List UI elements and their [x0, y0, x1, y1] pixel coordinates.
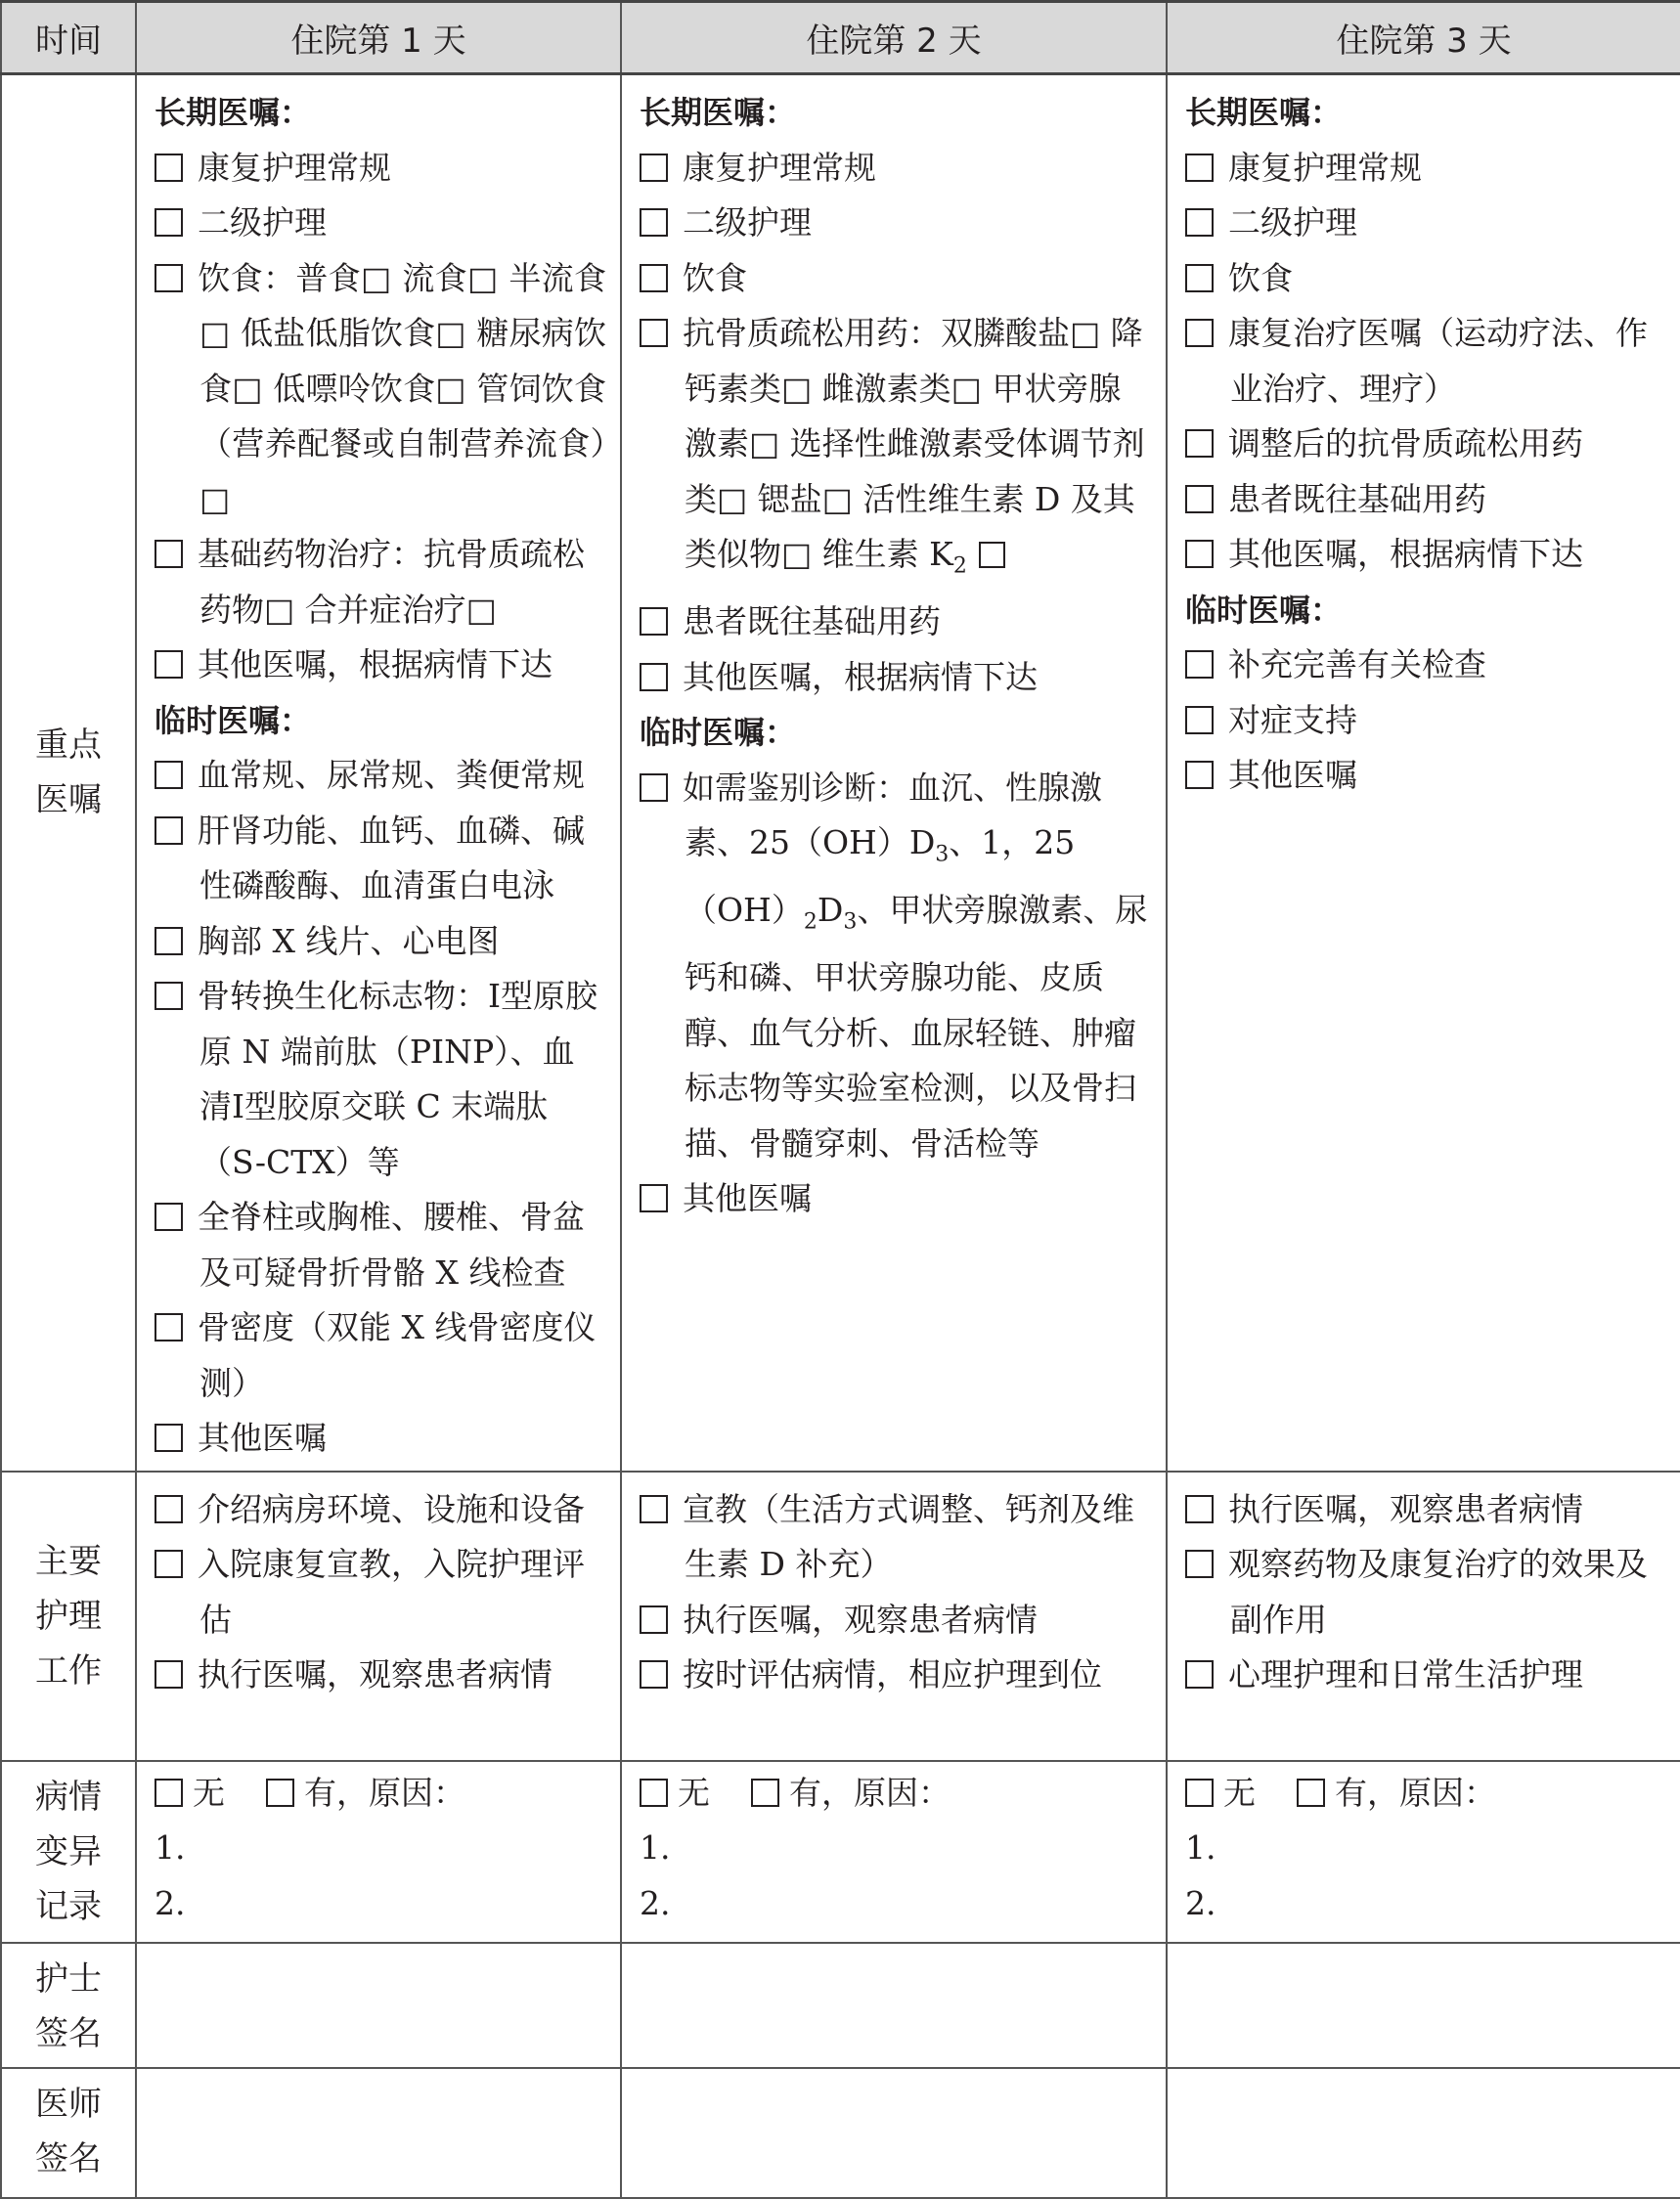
- checkbox-icon[interactable]: [1185, 706, 1214, 734]
- day1-nursing-text: 执行医嘱，观察患者病情: [198, 1655, 553, 1693]
- day3-orders-cell: [1167, 74, 1680, 1472]
- variance-line-2[interactable]: 2.: [640, 1883, 671, 1922]
- variance-line-2[interactable]: 2.: [155, 1883, 186, 1922]
- checkbox-icon[interactable]: [640, 319, 668, 347]
- checkbox-icon[interactable]: [1185, 264, 1214, 292]
- day2-temp-title: 临时医嘱：: [640, 714, 797, 752]
- day3-temp-text: 补充完善有关检查: [1228, 645, 1486, 683]
- day2-nursing-cell: [621, 1472, 1167, 1761]
- subscript: 3: [935, 842, 950, 867]
- checkbox-icon[interactable]: [1185, 1779, 1214, 1807]
- day3-nursing-item[interactable]: [1185, 1537, 1666, 1648]
- checkbox-icon[interactable]: [155, 208, 183, 237]
- day1-temp-item[interactable]: [155, 914, 606, 970]
- day1-nurse-signature[interactable]: [136, 1943, 621, 2068]
- checkbox-icon[interactable]: [1185, 208, 1214, 237]
- day1-temp-item[interactable]: [155, 748, 606, 804]
- variance-yes: 有，原因：: [1335, 1773, 1496, 1812]
- day3-long-item[interactable]: [1185, 472, 1666, 528]
- day1-nursing-text: 入院康复宣教，入院护理评估: [198, 1545, 585, 1639]
- day2-long-item[interactable]: [640, 650, 1152, 706]
- checkbox-icon[interactable]: [640, 607, 668, 636]
- day1-nursing-item[interactable]: [155, 1648, 606, 1703]
- checkbox-icon[interactable]: [155, 650, 183, 679]
- day2-nurse-signature[interactable]: [621, 1943, 1167, 2068]
- day3-long-item[interactable]: [1185, 196, 1666, 251]
- row-label-orders-text: 重点 医嘱: [35, 726, 102, 820]
- day3-temp-item[interactable]: [1185, 638, 1666, 693]
- day3-long-text: 调整后的抗骨质疏松用药: [1228, 424, 1583, 462]
- checkbox-icon[interactable]: [155, 264, 183, 292]
- checkbox-icon[interactable]: [155, 761, 183, 789]
- day2-long-text: 二级护理: [683, 203, 812, 242]
- checkbox-icon[interactable]: [979, 542, 1005, 568]
- row-label-nurse-sign-text: 护士 签名: [35, 1958, 102, 2053]
- variance-options[interactable]: [1185, 1766, 1666, 1822]
- day1-temp-item[interactable]: [155, 1300, 606, 1411]
- checkbox-icon[interactable]: [640, 1495, 668, 1523]
- day1-temp-title: 临时医嘱：: [155, 701, 312, 739]
- day3-nursing-item[interactable]: [1185, 1648, 1666, 1703]
- day2-orders-cell: [621, 74, 1167, 1472]
- checkbox-icon[interactable]: [155, 816, 183, 845]
- day1-doctor-signature[interactable]: [136, 2068, 621, 2198]
- header-day-3: 住院第 3 天: [1167, 2, 1680, 74]
- variance-yes: 有，原因：: [304, 1773, 465, 1812]
- day2-doctor-signature[interactable]: [621, 2068, 1167, 2198]
- day2-temp-item[interactable]: [640, 1171, 1152, 1227]
- row-label-doctor-sign: [1, 2068, 136, 2198]
- checkbox-icon[interactable]: [640, 264, 668, 292]
- day3-long-item[interactable]: [1185, 251, 1666, 307]
- day3-long-text: 二级护理: [1228, 203, 1357, 242]
- day3-temp-text: 其他医嘱: [1228, 756, 1357, 794]
- day3-nursing-text: 执行医嘱，观察患者病情: [1228, 1489, 1583, 1528]
- subscript: 2: [803, 909, 818, 935]
- checkbox-icon[interactable]: [1185, 1660, 1214, 1689]
- day1-variance-cell: [136, 1761, 621, 1943]
- day1-temp-item[interactable]: [155, 804, 606, 914]
- checkbox-icon[interactable]: [1185, 1495, 1214, 1523]
- day1-nursing-text: 介绍病房环境、设施和设备: [198, 1489, 585, 1528]
- checkbox-icon[interactable]: [1185, 429, 1214, 458]
- day1-long-text: 其他医嘱，根据病情下达: [198, 645, 553, 683]
- variance-none: 无: [1223, 1773, 1256, 1812]
- day3-temp-item[interactable]: [1185, 693, 1666, 749]
- day2-long-item[interactable]: [640, 306, 1152, 594]
- checkbox-icon[interactable]: [640, 1605, 668, 1634]
- day3-long-text: 其他医嘱，根据病情下达: [1228, 535, 1583, 573]
- checkbox-icon[interactable]: [640, 1184, 668, 1212]
- day2-long-item[interactable]: [640, 196, 1152, 251]
- day3-long-text: 患者既往基础用药: [1228, 479, 1486, 518]
- row-label-doctor-sign-text: 医师 签名: [35, 2084, 102, 2178]
- day2-temp-text: D: [817, 891, 844, 930]
- variance-none: 无: [193, 1773, 225, 1812]
- day2-long-item[interactable]: [640, 141, 1152, 197]
- day1-long-item[interactable]: [155, 196, 606, 251]
- day1-temp-text: 全脊柱或胸椎、腰椎、骨盆及可疑骨折骨骼 X 线检查: [198, 1198, 585, 1292]
- day3-temp-text: 对症支持: [1228, 700, 1357, 739]
- day2-temp-text: 、1，25（OH）: [685, 823, 1076, 930]
- day1-temp-text: 肝肾功能、血钙、血磷、碱性磷酸酶、血清蛋白电泳: [198, 811, 585, 904]
- day2-nursing-text: 宣教（生活方式调整、钙剂及维生素 D 补充）: [683, 1489, 1134, 1583]
- checkbox-icon[interactable]: [640, 208, 668, 237]
- day1-temp-text: 骨转换生化标志物：Ⅰ型原胶原 N 端前肽（PINP）、血清Ⅰ型胶原交联 C 末端肽（S-CTX）等: [198, 977, 598, 1181]
- day3-long-text: 饮食: [1228, 258, 1293, 297]
- subscript: 3: [843, 909, 858, 935]
- checkbox-icon[interactable]: [155, 1424, 183, 1452]
- day3-doctor-signature[interactable]: [1167, 2068, 1680, 2198]
- day2-temp-text: 其他医嘱: [683, 1179, 812, 1218]
- checkbox-icon[interactable]: [155, 982, 183, 1010]
- day1-nursing-item[interactable]: [155, 1537, 606, 1648]
- checkbox-icon[interactable]: [155, 1550, 183, 1578]
- row-label-variance-text: 病情 变异 记录: [35, 1777, 102, 1926]
- day2-variance-cell: [621, 1761, 1167, 1943]
- header-day-1: 住院第 1 天: [136, 2, 621, 74]
- orders-row: [1, 74, 1680, 1472]
- day1-nursing-item[interactable]: [155, 1482, 606, 1538]
- row-label-nursing-text: 主要 护理 工作: [35, 1541, 102, 1691]
- day1-orders-cell: [136, 74, 621, 1472]
- day2-nursing-item[interactable]: [640, 1482, 1152, 1593]
- day3-long-item[interactable]: [1185, 417, 1666, 472]
- subscript: 2: [952, 553, 967, 579]
- checkbox-icon[interactable]: [155, 1660, 183, 1689]
- day3-long-text: 康复治疗医嘱（运动疗法、作业治疗、理疗）: [1228, 314, 1648, 408]
- row-label-nursing: [1, 1472, 136, 1761]
- checkbox-icon[interactable]: [1185, 319, 1214, 347]
- day3-nurse-signature[interactable]: [1167, 1943, 1680, 2068]
- checkbox-icon[interactable]: [155, 154, 183, 182]
- day2-temp-text: 、甲状旁腺激素、尿钙和磷、甲状旁腺功能、皮质醇、血气分析、血尿轻链、肿瘤标志物等实验室检测，以及骨扫描、骨髓穿刺、骨活检等: [685, 891, 1148, 1163]
- day1-temp-item[interactable]: [155, 1411, 606, 1467]
- day2-long-title: 长期医嘱：: [640, 94, 797, 131]
- day1-nursing-cell: [136, 1472, 621, 1761]
- day3-temp-item[interactable]: [1185, 748, 1666, 804]
- day2-nursing-text: 按时评估病情，相应护理到位: [683, 1655, 1102, 1693]
- checkbox-icon[interactable]: [1185, 650, 1214, 679]
- day2-long-item[interactable]: [640, 251, 1152, 307]
- row-label-nurse-sign: [1, 1943, 136, 2068]
- checkbox-icon[interactable]: [640, 1779, 668, 1807]
- day1-temp-item[interactable]: [155, 1190, 606, 1300]
- checkbox-icon[interactable]: [1297, 1779, 1325, 1807]
- header-time: 时间: [1, 2, 136, 74]
- checkbox-icon[interactable]: [640, 773, 668, 802]
- day2-nursing-text: 执行医嘱，观察患者病情: [683, 1600, 1038, 1639]
- day3-variance-cell: [1167, 1761, 1680, 1943]
- day2-long-text: 患者既往基础用药: [683, 602, 941, 641]
- checkbox-icon[interactable]: [155, 1779, 183, 1807]
- day1-long-item[interactable]: [155, 251, 606, 528]
- header-row: [1, 2, 1680, 74]
- day2-long-text: 抗骨质疏松用药：双膦酸盐□ 降钙素类□ 雌激素类□ 甲状旁腺激素□ 选择性雌激素受体调节剂类□ 锶盐□ 活性维生素 D 及其类似物□ 维生素 K: [683, 314, 1145, 573]
- checkbox-icon[interactable]: [155, 1203, 183, 1231]
- day1-temp-text: 其他医嘱: [198, 1419, 327, 1457]
- day3-nursing-text: 心理护理和日常生活护理: [1228, 1655, 1583, 1693]
- day1-long-text: 基础药物治疗：抗骨质疏松药物□ 合并症治疗□: [198, 535, 585, 629]
- checkbox-icon[interactable]: [266, 1779, 294, 1807]
- variance-line-1[interactable]: 1.: [155, 1828, 186, 1867]
- day3-long-title: 长期医嘱：: [1185, 94, 1343, 131]
- checkbox-icon[interactable]: [640, 1660, 668, 1689]
- checkbox-icon[interactable]: [155, 540, 183, 568]
- variance-yes: 有，原因：: [789, 1773, 951, 1812]
- checkbox-icon[interactable]: [155, 1313, 183, 1341]
- day1-long-item[interactable]: [155, 638, 606, 693]
- day1-long-text: 二级护理: [198, 203, 327, 242]
- variance-options[interactable]: [155, 1766, 606, 1822]
- checkbox-icon[interactable]: [1185, 540, 1214, 568]
- day1-long-text: 饮食：普食□ 流食□ 半流食□ 低盐低脂饮食□ 糖尿病饮食□ 低嘌呤饮食□ 管饲饮食（营养配餐或自制营养流食）□: [198, 258, 606, 518]
- day3-nursing-text: 观察药物及康复治疗的效果及副作用: [1228, 1545, 1648, 1639]
- row-label-orders: [1, 74, 136, 1472]
- nurse-signature-row: [1, 1943, 1680, 2068]
- day1-temp-text: 骨密度（双能 X 线骨密度仪测）: [198, 1308, 597, 1402]
- day3-temp-title: 临时医嘱：: [1185, 591, 1343, 629]
- day1-long-text: 康复护理常规: [198, 148, 391, 187]
- variance-options[interactable]: [640, 1766, 1152, 1822]
- day2-nursing-item[interactable]: [640, 1593, 1152, 1649]
- row-label-variance: [1, 1761, 136, 1943]
- variance-none: 无: [678, 1773, 710, 1812]
- doctor-signature-row: [1, 2068, 1680, 2198]
- day3-long-item[interactable]: [1185, 527, 1666, 583]
- checkbox-icon[interactable]: [1185, 1550, 1214, 1578]
- day3-long-item[interactable]: [1185, 141, 1666, 197]
- day2-long-text: 其他医嘱，根据病情下达: [683, 657, 1038, 696]
- day1-temp-item[interactable]: [155, 969, 606, 1190]
- day1-temp-text: 血常规、尿常规、粪便常规: [198, 756, 585, 794]
- day1-long-item[interactable]: [155, 141, 606, 197]
- variance-row: [1, 1761, 1680, 1943]
- day1-long-title: 长期医嘱：: [155, 94, 312, 131]
- header-day-2: 住院第 2 天: [621, 2, 1167, 74]
- day2-long-text: 康复护理常规: [683, 148, 876, 187]
- checkbox-icon[interactable]: [155, 927, 183, 955]
- day1-long-item[interactable]: [155, 527, 606, 638]
- checkbox-icon[interactable]: [1185, 154, 1214, 182]
- day3-nursing-item[interactable]: [1185, 1482, 1666, 1538]
- nursing-row: [1, 1472, 1680, 1761]
- day1-temp-text: 胸部 X 线片、心电图: [198, 921, 500, 960]
- variance-line-1[interactable]: 1.: [640, 1828, 671, 1867]
- day3-nursing-cell: [1167, 1472, 1680, 1761]
- checkbox-icon[interactable]: [751, 1779, 779, 1807]
- day3-long-text: 康复护理常规: [1228, 148, 1422, 187]
- day2-temp-item[interactable]: [640, 761, 1152, 1172]
- variance-line-2[interactable]: 2.: [1185, 1883, 1216, 1922]
- variance-line-1[interactable]: 1.: [1185, 1828, 1216, 1867]
- day2-nursing-item[interactable]: [640, 1648, 1152, 1703]
- checkbox-icon[interactable]: [155, 1495, 183, 1523]
- day3-long-item[interactable]: [1185, 306, 1666, 417]
- day2-long-text: 饮食: [683, 258, 747, 297]
- day2-temp-text: 如需鉴别诊断：血沉、性腺激素、25（OH）D: [683, 768, 1102, 862]
- checkbox-icon[interactable]: [1185, 761, 1214, 789]
- checkbox-icon[interactable]: [640, 154, 668, 182]
- checkbox-icon[interactable]: [1185, 485, 1214, 513]
- checkbox-icon[interactable]: [640, 663, 668, 691]
- day2-long-item[interactable]: [640, 594, 1152, 650]
